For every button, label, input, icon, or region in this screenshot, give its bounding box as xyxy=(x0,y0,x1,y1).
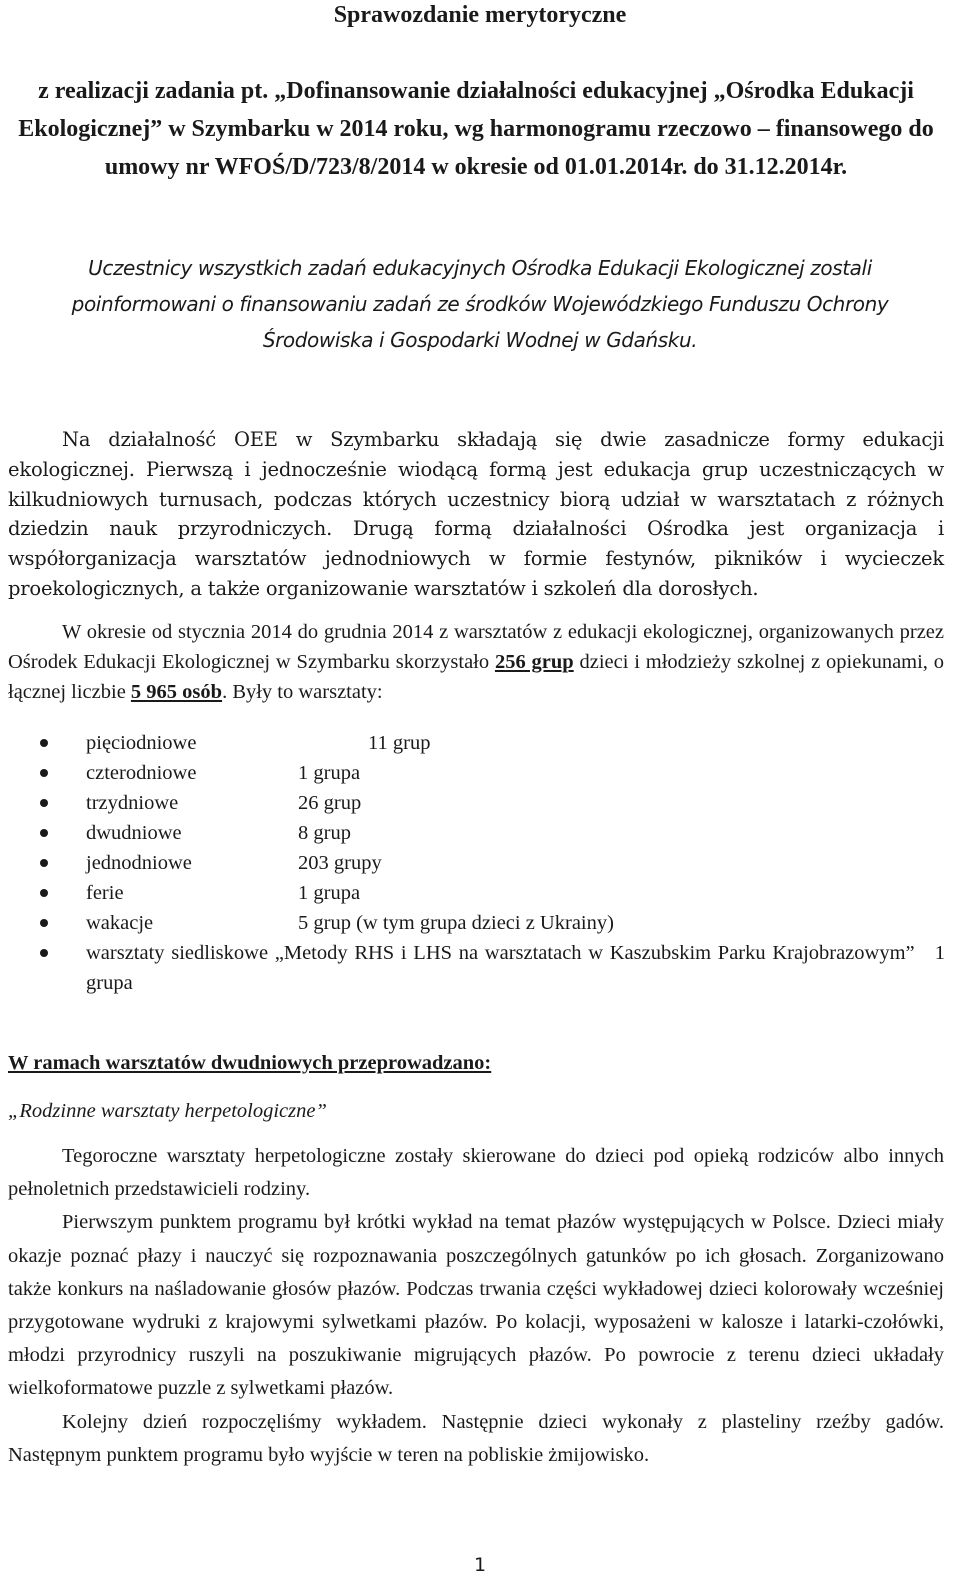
section-heading: W ramach warsztatów dwudniowych przeprowadzano: xyxy=(8,1052,492,1074)
workshop-count: 1 grupa xyxy=(298,882,361,904)
activity-paragraph xyxy=(8,425,944,604)
workshop-name: trzydniowe xyxy=(86,792,179,814)
list-item xyxy=(40,728,945,758)
bullet-icon xyxy=(40,949,48,957)
summary-paragraph xyxy=(8,618,944,707)
list-item xyxy=(40,908,945,938)
bullet-icon xyxy=(40,919,48,927)
workshop-count: 203 grupy xyxy=(298,852,382,874)
workshop-name: ferie xyxy=(86,882,124,904)
bullet-icon xyxy=(40,769,48,777)
list-item xyxy=(40,938,945,998)
page-number: 1 xyxy=(473,1554,487,1576)
workshop-name: pięciodniowe xyxy=(86,732,197,754)
paragraph xyxy=(8,1140,944,1206)
workshop-count: 26 grup xyxy=(298,792,362,814)
document-title: Sprawozdanie merytoryczne xyxy=(333,2,627,28)
list-item xyxy=(40,848,945,878)
persons-count: 5 965 osób xyxy=(130,680,223,703)
workshop-list xyxy=(40,728,945,998)
herpetology-paragraphs xyxy=(8,1140,944,1472)
workshop-name: warsztaty siedliskowe „Metody RHS i LHS na warsztatach w Kaszubskim Parku Krajobrazowym” xyxy=(86,942,915,964)
bullet-icon xyxy=(40,799,48,807)
workshop-title: „Rodzinne warsztaty herpetologiczne” xyxy=(8,1100,327,1122)
summary-text-b: dzieci i młodzieży szkolnej z opiekunami, o łącznej liczbie xyxy=(8,650,944,703)
groups-count: 256 grup xyxy=(494,650,574,673)
workshop-name: dwudniowe xyxy=(86,822,182,844)
list-item xyxy=(40,818,945,848)
funding-note: Uczestnicy wszystkich zadań edukacyjnych Ośrodka Edukacji Ekologicznej zostali poinformowani o finansowaniu zadań ze środków Wojewódzkiego Funduszu Ochrony Środowiska i Gospodarki Wodnej w Gdańsku. xyxy=(71,256,889,352)
paragraph-text: Pierwszym punktem programu był krótki wykład na temat płazów występujących w Polsce. Dzieci miały okazje poznać płazy i nauczyć się rozpoznawania poszczególnych gatunków po ich głosach. Zorganizowano także konkurs na naśladowanie głosów płazów. Podczas trwania części wykładowej dzieci kolorowały wcześniej przygotowane wydruki z krajowymi sylwetkami płazów. Po kolacji, wyposażeni w kalosze i latarki-czołówki, młodzi przyrodnicy ruszyli na poszukiwanie migrujących płazów. Po powrocie z terenu dzieci układały wielkoformatowe puzzle z sylwetkami płazów. xyxy=(8,1211,944,1400)
workshop-name: jednodniowe xyxy=(86,852,192,874)
workshop-count: 1 grupa xyxy=(298,762,361,784)
bullet-icon xyxy=(40,889,48,897)
paragraph-text: Tegoroczne warsztaty herpetologiczne zostały skierowane do dzieci pod opieką rodziców albo innych pełnoletnich przedstawicieli rodziny. xyxy=(8,1145,944,1201)
bullet-icon xyxy=(40,739,48,747)
bullet-icon xyxy=(40,859,48,867)
list-item xyxy=(40,878,945,908)
paragraph xyxy=(8,1406,944,1472)
workshop-name: czterodniowe xyxy=(86,762,197,784)
paragraph-text: Kolejny dzień rozpoczęliśmy wykładem. Następnie dzieci wykonały z plasteliny rzeźby gadów. Następnym punktem programu było wyjście w teren na pobliskie żmijowisko. xyxy=(8,1410,944,1466)
activity-paragraph-text: Na działalność OEE w Szymbarku składają się dwie zasadnicze formy edukacji ekologicznej. Pierwszą i jednocześnie wiodącą formą jest edukacja grup uczestniczących w kilkudniowych turnusach, podczas których uczestnicy biorą udział w warsztatach z różnych dziedzin nauk przyrodniczych. Drugą formą działalności Ośrodka jest organizacja i współorganizacja warsztatów jednodniowych w formie festynów, pikników i wycieczek proekologicznych, a także organizowanie warsztatów i szkoleń dla dorosłych. xyxy=(8,428,944,600)
summary-text-a: W okresie od stycznia 2014 do grudnia 2014 z warsztatów z edukacji ekologicznej, organizowanych przez Ośrodek Edukacji Ekologicznej w Szymbarku skorzystało xyxy=(8,621,944,673)
workshop-name: wakacje xyxy=(86,912,154,934)
workshop-count: 11 grup xyxy=(368,732,431,754)
summary-text-c: . Były to warsztaty: xyxy=(222,680,383,703)
list-item xyxy=(40,788,945,818)
document-subtitle: z realizacji zadania pt. „Dofinansowanie działalności edukacyjnej „Ośrodka Edukacji Ekologicznej” w Szymbarku w 2014 roku, wg harmonogramu rzeczowo – finansowego do umowy nr WFOŚ/D/723/8/2014 w okresie od 01.01.2014r. do 31.12.2014r. xyxy=(18,78,934,180)
workshop-count: 1 grupa xyxy=(86,942,946,994)
list-item xyxy=(40,758,945,788)
workshop-count: 5 grup (w tym grupa dzieci z Ukrainy) xyxy=(298,912,614,934)
paragraph xyxy=(8,1206,944,1405)
bullet-icon xyxy=(40,829,48,837)
workshop-count: 8 grup xyxy=(298,822,351,844)
